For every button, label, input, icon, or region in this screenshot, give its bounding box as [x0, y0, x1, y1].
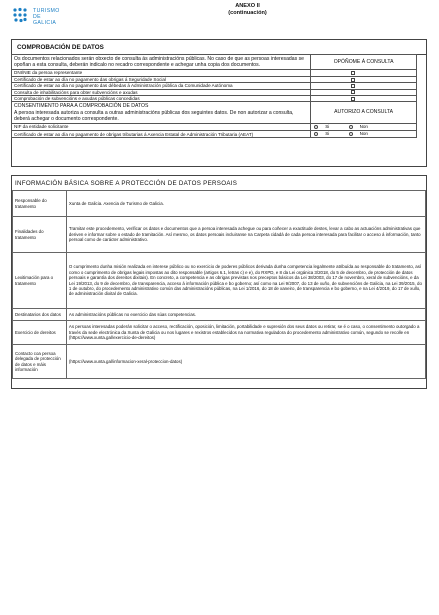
section-title: COMPROBACIÓN DE DATOS — [17, 44, 104, 51]
no-label: Non — [359, 131, 368, 137]
authorize-item-label: Certificado de estar ao día no pagamento de obrigas tributarias á Axencia Estatal de Administración Tributaria (AEAT) — [12, 131, 311, 138]
document-header — [0, 0, 439, 36]
oppose-item-label: Comprobación de subvencións e axudas públicas concedidas — [12, 96, 311, 102]
annex-heading — [0, 3, 439, 16]
oppose-item-label: Consulta de inhabilitacións para obter subvencións e axudas — [12, 89, 311, 95]
yes-radio[interactable] — [314, 132, 318, 136]
no-radio[interactable] — [349, 132, 353, 136]
oppose-item-label: DNI/NIE da persoa representante — [12, 70, 311, 76]
table-row — [13, 309, 426, 321]
verification-table — [11, 54, 417, 138]
table-row — [13, 253, 426, 309]
oppose-checkbox[interactable] — [351, 90, 355, 94]
oppose-item-label: Certificado de estar ao día no pagamento das obrigas á Seguridade Social — [12, 76, 311, 82]
table-row — [13, 321, 426, 345]
oppose-item-label: Certificado de estar ao día no pagamento das débedas á Administración pública da Comunidade Autónoma — [12, 83, 311, 89]
logo-line-3: GALICIA — [33, 20, 57, 26]
yes-option[interactable] — [314, 131, 329, 136]
table-row — [12, 55, 417, 70]
row-label: Finalidades do tratamento — [13, 217, 67, 253]
yes-radio[interactable] — [314, 125, 318, 129]
oppose-checkbox[interactable] — [351, 78, 355, 82]
data-protection-section — [11, 175, 427, 389]
row-label: Lexitimación para o tratamento — [13, 253, 67, 309]
yes-label: Si — [325, 131, 330, 137]
verification-intro: Os documentos relacionados serán obxecto de consulta ás administracións públicas. No caso de que as persoas interesadas se opoñan a esta consulta, deberán indicalo no recadro correspondente e achegar unha copia dos documentos. — [12, 55, 311, 70]
oppose-column-header: OPÓÑOME Á CONSULTA — [311, 55, 417, 70]
annex-subtitle: (continuación) — [228, 9, 267, 16]
table-row — [13, 191, 426, 217]
row-value: Tramitar este procedemento, verificar os datos e documentos que a persoa interesada achegue ou para coñecer a exactitude destes, levar a cabo as actuacións administrativas que deriven e informar sobre o estado de tramitación. Así mesmo, os datos persoais incluiranse na Carpeta cidadá de cada persoa interesada para facilitar o acceso á información, tanto persoal como de carácter administrativo. — [66, 217, 425, 253]
row-label: Responsable do tratamento — [13, 191, 67, 217]
authorize-item-label: NIF da entidade solicitante — [12, 124, 311, 131]
row-label: Contacto coa persoa delegada de protección de datos e máis información — [13, 345, 67, 379]
no-option[interactable] — [349, 131, 368, 136]
authorize-cell — [311, 124, 417, 131]
table-row — [12, 124, 417, 131]
logo-line-1: TURISMO — [33, 8, 60, 14]
row-value: (https://www.xunta.gal/informacion-xeral-proteccion-datos) — [66, 345, 425, 379]
data-protection-table — [12, 190, 426, 379]
no-label: Non — [359, 124, 368, 130]
oppose-checkbox[interactable] — [351, 84, 355, 88]
no-option[interactable] — [349, 124, 368, 129]
oppose-checkbox[interactable] — [351, 71, 355, 75]
row-value: As administracións públicas no exercicio das súas competencias. — [66, 309, 425, 321]
oppose-checkbox[interactable] — [351, 97, 355, 101]
annex-title: ANEXO II — [235, 3, 260, 9]
authorize-column-header: AUTORIZO A CONSULTA — [311, 102, 417, 124]
yes-option[interactable] — [314, 124, 329, 129]
logo-line-2: DE — [33, 14, 42, 20]
table-row — [13, 217, 426, 253]
row-value: Xunta de Galicia. Axencia de Turismo de Galicia. — [66, 191, 425, 217]
yes-label: Si — [325, 124, 330, 130]
row-label: Destinatarios dos datos — [13, 309, 67, 321]
section-title: INFORMACIÓN BÁSICA SOBRE A PROTECCIÓN DE DATOS PERSOAIS — [15, 180, 238, 187]
table-row — [12, 131, 417, 138]
row-value: As persoas interesadas poderán solicitar o acceso, rectificación, oposición, limitación, portabilidade e supresión dos seus datos ou retirar, se é o caso, o consentimento outorgado a través da sede electrónica da Xunta de Galicia ou nos lugares e rexistros establecidos na normativa reguladora do procedemento administrativo común, segundo se recolle en (https://www.xunta.gal/exercicio-de-dereitos) — [66, 321, 425, 345]
row-label: Exercicio de dereitos — [13, 321, 67, 345]
authorize-cell — [311, 131, 417, 138]
table-row — [13, 345, 426, 379]
table-row — [12, 102, 417, 124]
row-value: O cumprimento dunha misión realizada en interese público ou no exercicio de poderes públicos derivada dunha competencia legalmente atribuída ao responsable do tratamento, así como o cumprimento de obrigas legais impostas ao dito responsable (artigos 6.1, letras c) e e), do RXPD, e 8 da Lei orgánica 3/2018, do 5 de decembro, de protección de datos persoais e garantía dos dereitos dixitais). En concreto, a competencia e as obrigas previstas nos preceptos básicos da Lei 38/2003, do 17 de novembro, xeral de subvencións, e da Lei 19/2013, do 9 de decembro, de transparencia, acceso á información pública e bo goberno; así como na Lei 9/2007, do 13 de xuño, de subvencións de Galicia, na Lei 39/2015, do 1 de outubro, do procedemento administrativo común das administracións públicas, na Lei 1/2016, do 18 de xaneiro, de transparencia e bo goberno, e na Lei 4/2019, do 17 de xullo, de administración dixital de Galicia. — [66, 253, 425, 309]
no-radio[interactable] — [349, 125, 353, 129]
consent-intro: CONSENTIMENTO PARA A COMPROBACIÓN DE DATOS A persoa interesada autoriza a consulta a outras administracións públicas dos seguintes datos. De non autorizar a consulta, deberá achegar o documento correspondente. — [12, 102, 311, 124]
